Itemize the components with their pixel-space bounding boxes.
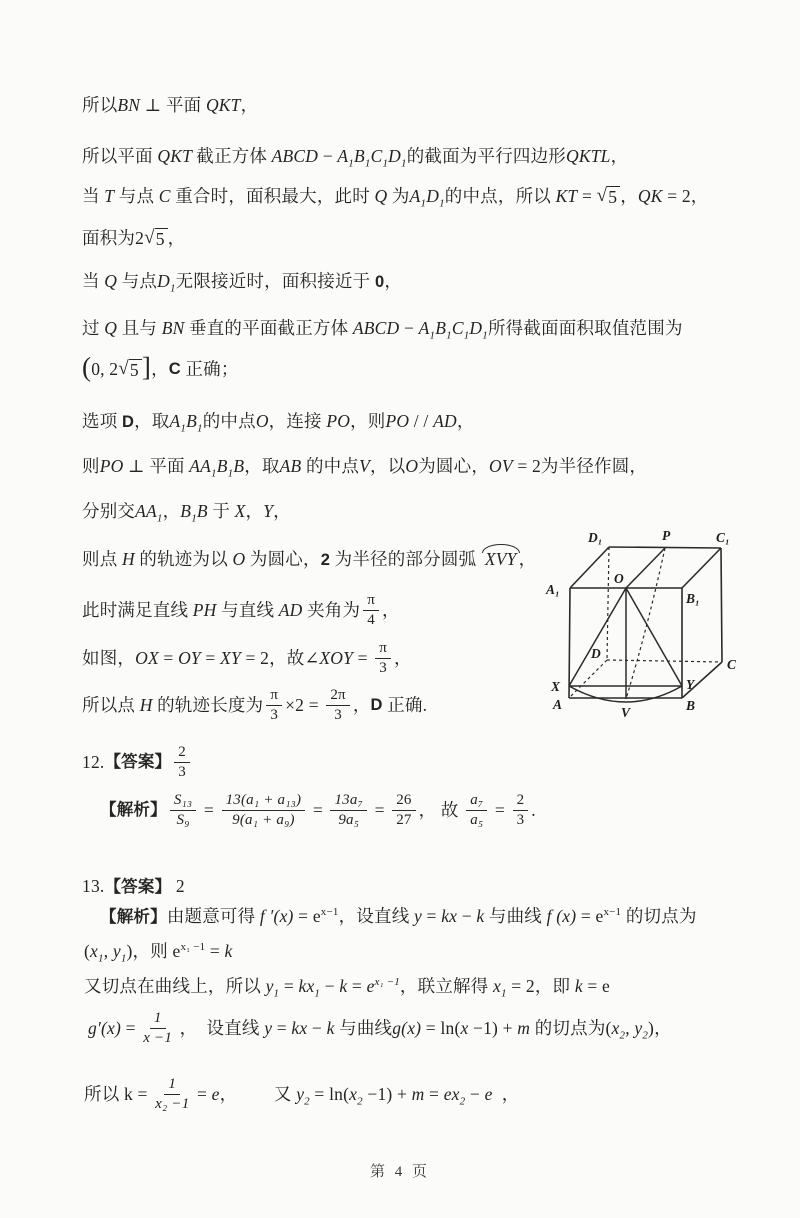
math-run: 选项 xyxy=(82,411,122,431)
math-run: 【答案】 xyxy=(104,753,172,772)
math-run: $\frac{2\pi}{3}$ xyxy=(326,687,349,725)
math-run: y xyxy=(413,906,422,926)
math-run: $D_1$ xyxy=(426,186,445,210)
math-run: QK xyxy=(637,186,663,206)
math-run: $B_1$ xyxy=(435,318,452,342)
math-run: g′(x) xyxy=(88,1017,122,1038)
math-run: V xyxy=(359,456,370,476)
math-run: m xyxy=(517,1017,531,1038)
solution-line xyxy=(82,501,291,523)
answer-13-line xyxy=(82,876,185,898)
math-run: $kx_1$ xyxy=(298,976,321,1000)
math-run: − xyxy=(465,1083,485,1104)
math-run: 此时满足直线 xyxy=(82,599,193,620)
math-run: BN xyxy=(161,318,185,338)
math-run: . xyxy=(531,799,536,820)
math-run: = xyxy=(370,799,390,820)
math-run: QKT xyxy=(205,95,241,115)
math-run: ， 设直线 xyxy=(175,1017,265,1038)
math-run: = ln( xyxy=(421,1017,461,1038)
math-run: $C_1$ xyxy=(370,146,389,170)
analysis-13-line xyxy=(100,906,697,928)
math-run: D xyxy=(121,412,135,431)
math-run: B xyxy=(196,501,208,521)
math-run: 无限接近时，面积接近于 xyxy=(175,271,375,291)
math-run: $e^{x_1 -1}$ xyxy=(366,976,400,996)
math-run: g(x) xyxy=(392,1017,422,1038)
math-run: 重合时，面积最大，此时 xyxy=(170,186,375,206)
math-run: $x_1$ xyxy=(493,976,507,1000)
vertex-label-v: V xyxy=(621,705,631,720)
vertex-label-c1: C₁ xyxy=(716,530,730,545)
math-run: $e^{x_1 -1}$ xyxy=(172,941,206,961)
math-run: ， xyxy=(492,1083,520,1104)
math-run: ， xyxy=(620,186,638,206)
math-run: 所得截面面积取值范围为 xyxy=(487,318,683,338)
math-run: 截正方体 xyxy=(196,146,272,166)
math-run: 【解析】 xyxy=(100,907,167,926)
math-run: ABCD xyxy=(352,318,400,338)
math-run: 与曲线 xyxy=(484,906,547,926)
math-run: ，取 xyxy=(244,456,280,476)
math-run: = xyxy=(293,906,313,926)
math-run: 如图， xyxy=(82,647,136,668)
math-run: $A_1$ xyxy=(409,186,427,210)
math-run: = xyxy=(577,186,597,206)
math-run: PO xyxy=(326,411,351,431)
math-run: O xyxy=(405,456,419,476)
analysis-13-line xyxy=(88,1010,672,1048)
math-run: B xyxy=(233,456,245,476)
math-run: BN xyxy=(117,95,141,115)
math-run: $\frac{26}{27}$ xyxy=(392,792,415,830)
vertex-label-y: Y xyxy=(686,677,695,692)
math-run: 由题意可得 xyxy=(166,906,260,926)
math-run: ， xyxy=(381,599,400,620)
math-run: ， xyxy=(456,411,475,431)
math-run: $\frac{\pi}{3}$ xyxy=(375,640,391,678)
math-run: AB xyxy=(279,456,302,476)
math-run: − xyxy=(457,906,477,926)
math-run: $y_1$ xyxy=(112,941,127,965)
math-run: $A_1$ xyxy=(169,411,187,435)
math-run: 2 xyxy=(171,876,185,896)
math-run: O xyxy=(255,411,269,431)
math-run: = xyxy=(272,1017,292,1038)
math-run: = xyxy=(353,647,373,668)
math-run: 2 xyxy=(320,550,331,569)
math-run: ，设直线 xyxy=(338,906,414,926)
answer-12-line xyxy=(82,744,193,782)
math-run: ， xyxy=(245,501,264,521)
math-run: 为圆心， xyxy=(418,456,490,476)
math-run: 【答案】 xyxy=(104,877,172,896)
math-run: / / xyxy=(409,411,434,431)
math-run: = xyxy=(199,799,219,820)
math-run: ，以 xyxy=(369,456,406,476)
math-run: ， xyxy=(610,146,629,166)
math-run: $B_1$ xyxy=(216,456,234,480)
math-run: ， xyxy=(518,549,537,569)
math-run: KT xyxy=(555,186,578,206)
math-run: = ln( xyxy=(309,1083,350,1104)
math-run: 的中点 xyxy=(301,456,360,476)
math-run: 当 xyxy=(82,271,105,291)
math-run: 所以 k = xyxy=(84,1083,153,1104)
math-run: $x_1$ xyxy=(90,941,104,965)
vertex-label-p: P xyxy=(662,528,671,543)
math-run: y xyxy=(264,1017,273,1038)
math-run: √ 5 xyxy=(144,228,168,249)
math-run: H xyxy=(121,549,135,569)
vertex-label-x: X xyxy=(551,679,561,694)
math-run: AD xyxy=(433,411,457,431)
math-run: PO xyxy=(99,456,124,476)
math-run: $\frac{1}{x -1}$ xyxy=(143,1010,173,1047)
math-run: $\frac{1}{\text{x₂ −1}}$ xyxy=(155,1076,190,1113)
math-run: kx xyxy=(291,1017,308,1038)
math-run: C xyxy=(158,186,171,206)
math-run: ⊥ xyxy=(140,95,166,115)
solution-line xyxy=(82,271,402,293)
math-run: 的中点 xyxy=(202,411,256,431)
math-run: $\frac{2}{3}$ xyxy=(174,744,190,782)
math-run: 12. xyxy=(82,751,105,772)
math-run: Q xyxy=(104,318,118,338)
math-run: $\frac{\text{a₇}}{\text{a₅}}$ xyxy=(466,792,487,830)
math-run: ，联立解得 xyxy=(399,976,493,996)
solution-line xyxy=(82,95,258,117)
math-run: k xyxy=(339,976,348,996)
math-run: ( xyxy=(82,352,92,382)
cube-figure xyxy=(540,516,770,731)
math-run: = e xyxy=(582,976,610,996)
math-run: − xyxy=(399,318,419,338)
math-run: $D_1$ xyxy=(388,146,407,170)
math-run: $y_2$ xyxy=(634,1017,649,1042)
math-run: $A_1$ xyxy=(337,146,354,170)
vertex-label-b1: B₁ xyxy=(686,591,700,606)
math-run: m xyxy=(411,1083,425,1104)
math-run: 0, 2 xyxy=(91,358,119,379)
math-run: 平面 xyxy=(149,456,190,476)
math-run: −1) + xyxy=(468,1017,518,1038)
math-run: $ex_2$ xyxy=(443,1083,466,1108)
solution-line xyxy=(82,146,628,168)
math-run: = 2为半径作圆， xyxy=(512,456,648,476)
math-run: Y xyxy=(263,501,274,521)
math-run: $\frac{\pi}{3}$ xyxy=(266,687,282,725)
math-run: f (x) xyxy=(546,906,577,926)
math-run: 分别交 xyxy=(82,501,136,521)
math-run: ， xyxy=(162,501,181,521)
math-run: OV xyxy=(489,456,513,476)
math-run: ，则 xyxy=(350,411,386,431)
math-run: OY xyxy=(178,647,201,668)
math-run: ， xyxy=(167,228,186,248)
math-run: $y_1$ xyxy=(265,976,280,1000)
math-run: 所以平面 xyxy=(82,146,158,166)
math-run: 所以点 xyxy=(82,694,140,715)
math-run: ， xyxy=(240,95,259,115)
math-run: D xyxy=(370,696,383,715)
math-run: ，取 xyxy=(134,411,170,431)
math-run: 2 xyxy=(135,228,145,248)
math-run: AD xyxy=(278,599,303,620)
math-run: $\frac{\pi}{4}$ xyxy=(363,592,379,630)
analysis-13-line xyxy=(84,941,233,963)
solution-line xyxy=(82,592,400,630)
math-run: 于 xyxy=(207,501,235,521)
math-run: $\frac{\text{13(a₁ + a₁₃)}}{\text{9(a₁ + a₉)}}$ xyxy=(222,792,306,830)
math-run: k xyxy=(476,906,485,926)
math-run: = xyxy=(158,647,179,668)
math-run: k xyxy=(326,1017,335,1038)
math-run: f ′(x) xyxy=(259,906,294,926)
math-run: = 2，即 xyxy=(506,976,575,996)
math-run: $\frac{\text{S₁₃}}{\text{S₉}}$ xyxy=(170,792,197,830)
math-run: $D_1$ xyxy=(469,318,488,342)
math-run: 与点 xyxy=(114,186,159,206)
math-run: − xyxy=(320,976,340,996)
math-run: $AA_1$ xyxy=(135,501,163,525)
math-run: XOY xyxy=(319,647,354,668)
math-run: 过 xyxy=(82,318,105,338)
math-run: ] xyxy=(141,352,152,382)
vertex-label-a: A xyxy=(553,697,563,712)
math-run: 的切点为( xyxy=(530,1017,612,1038)
math-run: X xyxy=(234,501,246,521)
math-run: 的中点，所以 xyxy=(444,186,556,206)
math-run: = xyxy=(205,941,225,961)
math-run: $A_1$ xyxy=(418,318,436,342)
vertex-label-a1: A₁ xyxy=(546,582,560,597)
math-run: $y_2$ xyxy=(296,1083,310,1108)
math-run: T xyxy=(104,186,115,206)
math-run: )，则 xyxy=(126,941,173,961)
math-run: 且与 xyxy=(117,318,162,338)
math-run: = xyxy=(424,1083,444,1104)
math-run: $\frac{2}{3}$ xyxy=(513,792,529,830)
solution-line xyxy=(82,228,185,250)
math-run: e xyxy=(211,1083,220,1104)
math-run: k xyxy=(224,941,233,961)
analysis-13-line xyxy=(84,976,610,998)
math-run: 0 xyxy=(374,272,385,291)
math-run: − xyxy=(307,1017,327,1038)
math-run: ， 故 xyxy=(418,799,464,820)
solution-line xyxy=(82,549,536,571)
math-run: = xyxy=(192,1083,212,1104)
solution-line xyxy=(82,411,475,433)
math-run: $C_1$ xyxy=(451,318,470,342)
math-run: XVY xyxy=(484,549,517,569)
math-run: $AA_1$ xyxy=(189,456,217,480)
math-run: 则点 xyxy=(82,549,122,569)
math-run: 13. xyxy=(82,876,105,896)
math-run: 面积为 xyxy=(82,228,136,248)
math-run: $x_2$ xyxy=(349,1083,363,1108)
math-run: 的轨迹为以 xyxy=(134,549,233,569)
math-run: kx xyxy=(441,906,458,926)
math-run: $x_2$ xyxy=(611,1017,626,1042)
math-run: 则 xyxy=(82,456,100,476)
math-run: = xyxy=(200,647,221,668)
math-run: 当 xyxy=(82,186,105,206)
math-run: ， xyxy=(273,501,291,521)
math-run: $e^{x-1}$ xyxy=(312,906,339,926)
math-run: ， xyxy=(219,1083,238,1104)
math-run: = xyxy=(308,799,328,820)
vertex-label-b: B xyxy=(686,698,696,713)
math-run: Q xyxy=(104,271,118,291)
math-run: $B_1$ xyxy=(186,411,203,435)
math-run: $e^{x-1}$ xyxy=(595,906,622,926)
solution-line xyxy=(82,352,239,383)
math-run: ，连接 xyxy=(268,411,327,431)
math-run: XY xyxy=(220,647,241,668)
math-run: −1) + xyxy=(362,1083,412,1104)
math-run: , xyxy=(103,941,113,961)
math-run: = 2， xyxy=(662,186,709,206)
math-run: ABCD xyxy=(271,146,319,166)
math-run: QKTL xyxy=(566,146,611,166)
math-run: ， xyxy=(151,358,169,379)
solution-line xyxy=(82,687,427,725)
math-run: 为圆心， xyxy=(245,549,321,569)
math-run: x xyxy=(460,1017,469,1038)
solution-line xyxy=(82,456,647,478)
math-run: $D_1$ xyxy=(157,271,176,295)
math-run: ( xyxy=(84,941,91,961)
math-run: 夹角为 xyxy=(302,599,361,620)
math-run: QKT xyxy=(157,146,197,166)
math-run: Q xyxy=(374,186,388,206)
solution-line xyxy=(82,318,683,340)
math-run: PH xyxy=(192,599,217,620)
math-run: )， xyxy=(648,1017,672,1038)
analysis-13-line xyxy=(84,1076,519,1114)
vertex-label-o: O xyxy=(614,571,624,586)
math-run: ， xyxy=(352,694,371,715)
page-footer: 第 4 页 xyxy=(369,1164,430,1180)
math-run: 又切点在曲线上，所以 xyxy=(84,976,266,996)
vertex-label-d1: D₁ xyxy=(588,530,603,545)
math-run: 所以 xyxy=(82,95,118,115)
math-run: 与直线 xyxy=(216,599,279,620)
math-run: ， xyxy=(394,647,412,668)
math-run: = xyxy=(279,976,299,996)
math-run: − xyxy=(318,146,338,166)
math-run: = xyxy=(121,1017,141,1038)
math-run: 又 xyxy=(237,1083,297,1104)
math-run: √ 5 xyxy=(118,359,142,380)
math-run: = xyxy=(347,976,367,996)
solution-line xyxy=(82,186,709,208)
math-run: 与曲线 xyxy=(334,1017,393,1038)
solution-line xyxy=(82,640,412,678)
math-run: H xyxy=(139,694,153,715)
math-run: e xyxy=(484,1083,493,1104)
math-run: ×2 = xyxy=(285,694,324,715)
math-run: k xyxy=(574,976,583,996)
math-run: $B_1$ xyxy=(353,146,371,170)
math-run: = 2，故∠ xyxy=(240,647,320,668)
math-run: PO xyxy=(385,411,410,431)
math-run: 正确. xyxy=(382,694,428,715)
math-run: ， xyxy=(384,271,403,291)
math-run: $\frac{\text{13a₇}}{\text{9a₅}}$ xyxy=(330,792,367,830)
math-run: C xyxy=(168,360,181,379)
vertex-label-d: D xyxy=(591,646,601,661)
math-run: 平面 xyxy=(165,95,206,115)
math-run: 为 xyxy=(387,186,410,206)
math-run: , xyxy=(625,1017,635,1038)
math-run: ⊥ xyxy=(123,456,150,476)
math-run: 与点 xyxy=(117,271,158,291)
math-run: 为半径的部分圆弧 xyxy=(330,549,481,569)
math-run: OX xyxy=(135,647,159,668)
analysis-12-line xyxy=(100,792,536,830)
math-run: √ 5 xyxy=(597,186,621,207)
math-run: 【解析】 xyxy=(100,801,167,820)
math-run: = xyxy=(576,906,596,926)
math-run: 垂直的平面截正方体 xyxy=(184,318,353,338)
math-run: = xyxy=(421,906,442,926)
math-run: = xyxy=(490,799,510,820)
math-run: $B_1$ xyxy=(180,501,197,525)
vertex-label-c: C xyxy=(727,657,737,672)
math-run: 正确； xyxy=(180,358,239,379)
math-run: 的截面为平行四边形 xyxy=(406,146,567,166)
math-run: 的轨迹长度为 xyxy=(152,694,264,715)
math-run: 的切点为 xyxy=(621,906,697,926)
math-run: O xyxy=(232,549,246,569)
